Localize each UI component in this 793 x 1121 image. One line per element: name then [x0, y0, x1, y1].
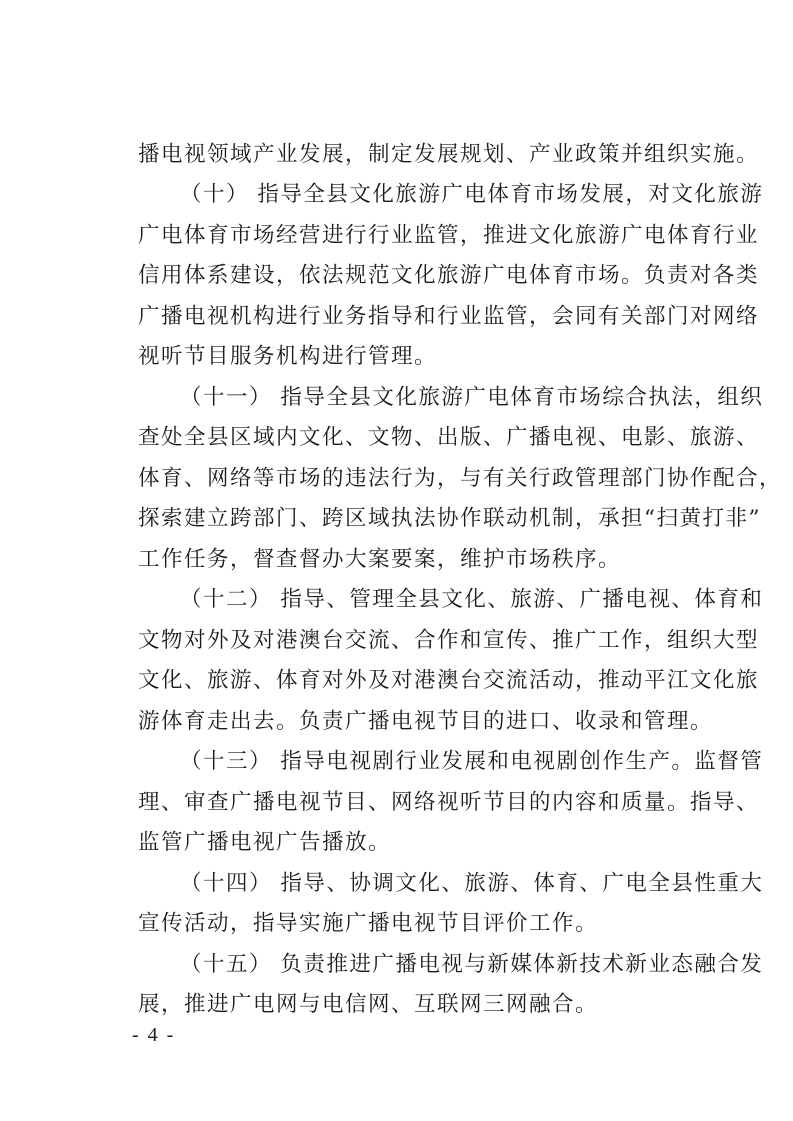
paragraph-line: （十一） 指导全县文化旅游广电体育市场综合执法，组织 [180, 385, 764, 410]
page-number: - 4 - [132, 1024, 176, 1046]
paragraph-line: （十四） 指导、协调文化、旅游、体育、广电全县性重大 [180, 871, 764, 896]
paragraph-line: 信用体系建设，依法规范文化旅游广电体育市场。负责对各类 [138, 263, 760, 288]
paragraph-line: 理、审查广播电视节目、网络视听节目的内容和质量。指导、 [138, 790, 760, 815]
paragraph-line: （十五） 负责推进广播电视与新媒体新技术新业态融合发 [180, 952, 764, 977]
paragraph-line: 监管广播电视广告播放。 [138, 830, 392, 855]
paragraph-line: 查处全县区域内文化、文物、出版、广播电视、电影、旅游、 [138, 425, 760, 450]
paragraph-line: （十三） 指导电视剧行业发展和电视剧创作生产。监督管 [180, 749, 764, 774]
paragraph-line: （十） 指导全县文化旅游广电体育市场发展，对文化旅游 [180, 182, 764, 207]
paragraph-line: 展，推进广电网与电信网、互联网三网融合。 [138, 992, 599, 1017]
paragraph-line: 播电视领域产业发展，制定发展规划、产业政策并组织实施。 [138, 142, 760, 167]
paragraph-line: 文物对外及对港澳台交流、合作和宣传、推广工作，组织大型 [138, 628, 760, 653]
paragraph-line: （十二） 指导、管理全县文化、旅游、广播电视、体育和 [180, 587, 764, 612]
paragraph-line: 宣传活动，指导实施广播电视节目评价工作。 [138, 911, 599, 936]
paragraph-line: 广电体育市场经营进行行业监管，推进文化旅游广电体育行业 [138, 223, 760, 248]
paragraph-line: 视听节目服务机构进行管理。 [138, 344, 438, 369]
paragraph-line: 游体育走出去。负责广播电视节目的进口、收录和管理。 [138, 709, 714, 734]
paragraph-line: 探索建立跨部门、跨区域执法协作联动机制，承担“扫黄打非” [138, 506, 761, 531]
paragraph-line: 广播电视机构进行业务指导和行业监管，会同有关部门对网络 [138, 304, 760, 329]
paragraph-line: 工作任务，督查督办大案要案，维护市场秩序。 [138, 547, 622, 572]
paragraph-line: 文化、旅游、体育对外及对港澳台交流活动，推动平江文化旅 [138, 668, 760, 693]
paragraph-line: 体育、网络等市场的违法行为，与有关行政管理部门协作配合， [138, 466, 783, 491]
